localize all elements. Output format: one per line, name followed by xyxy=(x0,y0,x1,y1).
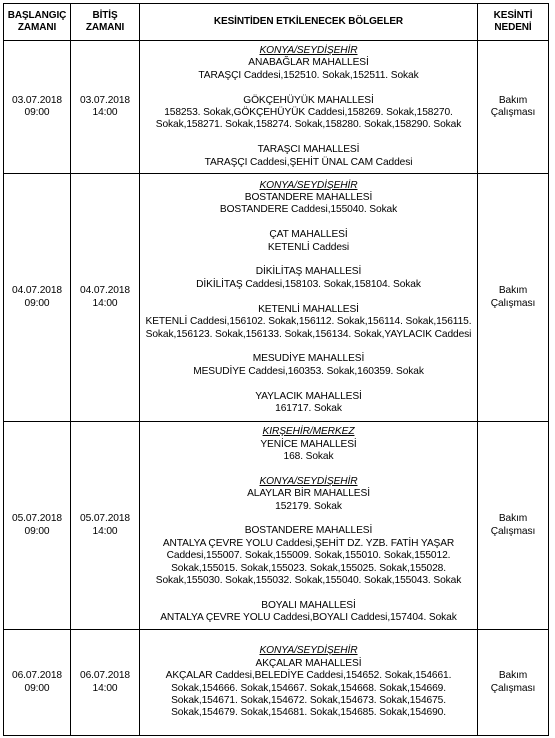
region-line: 161717. Sokak xyxy=(275,402,342,414)
region-line: TARAŞCI MAHALLESİ xyxy=(257,144,360,156)
region-spacer xyxy=(142,291,475,303)
outage-reason-line: Bakım xyxy=(498,94,528,106)
outage-reason-cell xyxy=(478,41,549,174)
end-time-cell-line: 05.07.2018 xyxy=(80,513,130,524)
start-time-cell xyxy=(4,41,71,174)
end-time-cell xyxy=(71,630,140,736)
table-row xyxy=(4,422,549,630)
region-line: BOSTANDERE Caddesi,155040. Sokak xyxy=(219,204,398,216)
end-time-cell xyxy=(71,422,140,630)
region-line: MESUDİYE MAHALLESİ xyxy=(252,353,365,365)
outage-reason-header: KESİNTİ NEDENİ xyxy=(478,4,549,41)
city-district-label: KONYA/SEYDİŞEHİR xyxy=(259,475,358,487)
affected-regions-header: KESİNTİDEN ETKİLENECEK BÖLGELER xyxy=(140,4,478,41)
affected-regions-cell xyxy=(140,174,478,422)
outage-reason-line: Bakım xyxy=(498,670,528,681)
region-spacer xyxy=(142,217,475,229)
region-line: DİKİLİTAŞ Caddesi,158103. Sokak,158104. Sokak xyxy=(196,278,421,290)
start-time-cell-line: 05.07.2018 xyxy=(12,513,62,524)
region-line: Sokak,158271. Sokak,158274. Sokak,158280. Sokak,158290. Sokak xyxy=(155,119,462,131)
region-line: ANABAĞLAR MAHALLESİ xyxy=(248,57,369,69)
city-district-label: KONYA/SEYDİŞEHİR xyxy=(259,44,358,56)
region-spacer xyxy=(142,588,475,600)
region-line: ANTALYA ÇEVRE YOLU Caddesi,BOYALI Caddesi,157404. Sokak xyxy=(160,612,457,624)
outage-reason-cell xyxy=(478,174,549,422)
region-line: KETENLİ MAHALLESİ xyxy=(258,303,359,315)
outage-reason-cell xyxy=(478,630,549,736)
region-line: MESUDİYE Caddesi,160353. Sokak,160359. Sokak xyxy=(193,365,424,377)
outage-reason-line: Çalışması xyxy=(490,107,536,118)
region-line: Sokak,154671. Sokak,154672. Sokak,154673. Sokak,154675. xyxy=(171,694,446,706)
region-line: Sokak,154666. Sokak,154667. Sokak,154668. Sokak,154669. xyxy=(171,682,446,694)
table-body xyxy=(4,41,549,736)
region-spacer xyxy=(142,254,475,266)
region-line: AKÇALAR MAHALLESİ xyxy=(255,657,362,669)
end-time-cell-line: 14:00 xyxy=(92,682,118,694)
outage-reason-cell xyxy=(478,422,549,630)
region-line: YENİCE MAHALLESİ xyxy=(260,438,357,450)
start-time-cell-line: 09:00 xyxy=(24,107,50,118)
city-district-label: KIRŞEHİR/MERKEZ xyxy=(262,426,355,438)
region-line: BOSTANDERE MAHALLESİ xyxy=(244,192,373,204)
start-time-cell-line: 03.07.2018 xyxy=(12,94,62,106)
start-time-cell xyxy=(4,174,71,422)
end-time-cell-line: 14:00 xyxy=(92,107,118,118)
region-line: 158253. Sokak,GÖKÇEHÜYÜK Caddesi,158269. Sokak,158270. xyxy=(164,107,453,118)
region-line: Caddesi,155007. Sokak,155009. Sokak,155010. Sokak,155012. xyxy=(166,550,451,562)
region-line: KETENLİ Caddesi xyxy=(267,241,350,253)
region-line: ÇAT MAHALLESİ xyxy=(269,229,348,241)
city-district-label: KONYA/SEYDİŞEHİR xyxy=(259,179,358,191)
start-time-header: BAŞLANGIÇ ZAMANI xyxy=(4,4,71,41)
region-line: AKÇALAR Caddesi,BELEDİYE Caddesi,154652. Sokak,154661. xyxy=(165,670,452,682)
region-line: 168. Sokak xyxy=(283,451,334,463)
region-spacer xyxy=(142,513,475,525)
table-row xyxy=(4,630,549,736)
start-time-cell-line: 04.07.2018 xyxy=(12,285,62,296)
region-line: KETENLİ Caddesi,156102. Sokak,156112. Sokak,156114. Sokak,156115. xyxy=(145,316,472,328)
region-line: ALAYLAR BİR MAHALLESİ xyxy=(247,488,370,500)
table-row xyxy=(4,41,549,174)
region-spacer xyxy=(142,378,475,390)
outage-reason-line: Çalışması xyxy=(490,682,536,694)
end-time-cell-line: 04.07.2018 xyxy=(80,285,130,296)
start-time-cell xyxy=(4,422,71,630)
region-line: Sokak,155030. Sokak,155032. Sokak,155040. Sokak,155043. Sokak xyxy=(155,575,462,587)
region-spacer xyxy=(142,463,475,475)
region-line: ANTALYA ÇEVRE YOLU Caddesi,ŞEHİT DZ. YZB. FATİH YAŞAR xyxy=(162,537,455,549)
region-line: BOYALI MAHALLESİ xyxy=(261,599,356,611)
region-line: YAYLACIK MAHALLESİ xyxy=(255,390,362,402)
start-time-cell-line: 09:00 xyxy=(24,297,50,309)
outage-reason-line: Çalışması xyxy=(490,297,536,309)
region-line: DİKİLİTAŞ MAHALLESİ xyxy=(255,266,362,278)
region-line: GÖKÇEHÜYÜK MAHALLESİ xyxy=(243,94,374,106)
end-time-cell xyxy=(71,41,140,174)
end-time-cell-line: 14:00 xyxy=(92,297,118,309)
table-row xyxy=(4,174,549,422)
region-line: 152179. Sokak xyxy=(275,500,342,512)
outage-reason-line: Bakım xyxy=(498,285,528,296)
outage-reason-line: Bakım xyxy=(498,513,528,524)
region-line: TARAŞÇI Caddesi,152510. Sokak,152511. Sokak xyxy=(198,69,419,81)
region-spacer xyxy=(142,341,475,353)
region-line: Sokak,156123. Sokak,156133. Sokak,156134. Sokak,YAYLACIK Caddesi xyxy=(145,328,472,340)
end-time-cell xyxy=(71,174,140,422)
region-spacer xyxy=(142,132,475,144)
end-time-cell-line: 03.07.2018 xyxy=(80,94,130,106)
affected-regions-cell xyxy=(140,41,478,174)
end-time-cell-line: 14:00 xyxy=(92,525,118,537)
start-time-cell-line: 06.07.2018 xyxy=(12,670,62,681)
region-line: BOSTANDERE MAHALLESİ xyxy=(244,525,373,537)
affected-regions-cell xyxy=(140,422,478,630)
table-header-row xyxy=(4,4,549,41)
region-line: TARAŞÇI Caddesi,ŞEHİT ÜNAL CAM Caddesi xyxy=(204,156,413,168)
end-time-cell-line: 06.07.2018 xyxy=(80,670,130,681)
outage-schedule-table xyxy=(3,3,549,736)
outage-reason-line: Çalışması xyxy=(490,525,536,537)
start-time-cell-line: 09:00 xyxy=(24,525,50,537)
region-spacer xyxy=(142,82,475,94)
region-line: Sokak,154679. Sokak,154681. Sokak,154685. Sokak,154690. xyxy=(171,707,446,719)
start-time-cell-line: 09:00 xyxy=(24,682,50,694)
region-line: Sokak,155015. Sokak,155023. Sokak,155025. Sokak,155028. xyxy=(171,562,446,574)
end-time-header: BİTİŞ ZAMANI xyxy=(71,4,140,41)
city-district-label: KONYA/SEYDİŞEHİR xyxy=(259,645,358,657)
start-time-cell xyxy=(4,630,71,736)
affected-regions-cell xyxy=(140,630,478,736)
